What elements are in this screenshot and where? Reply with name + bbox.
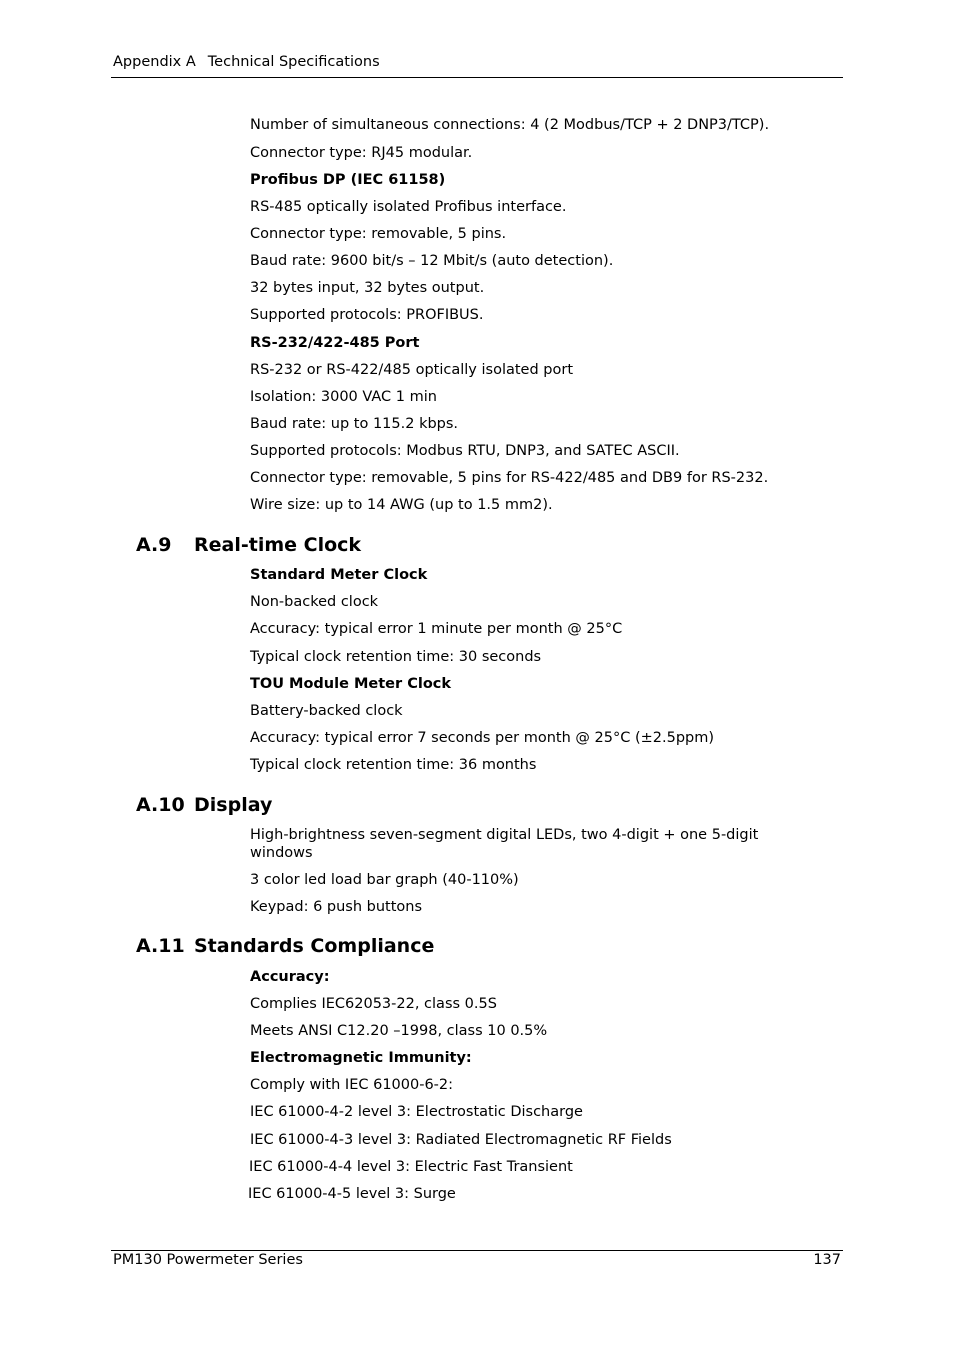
body-line: Accuracy: typical error 1 minute per month @ 25°C	[250, 621, 623, 637]
body-line: Number of simultaneous connections: 4 (2 Modbus/TCP + 2 DNP3/TCP).	[250, 117, 770, 133]
body-line: Isolation: 3000 VAC 1 min	[250, 389, 437, 405]
section-number: A.10	[136, 794, 185, 816]
body-line: Comply with IEC 61000-6-2:	[250, 1077, 454, 1093]
body-line: Complies IEC62053-22, class 0.5S	[250, 996, 497, 1012]
section-heading-a10	[136, 793, 272, 817]
body-line: IEC 61000-4-5 level 3: Surge	[248, 1186, 456, 1202]
body-line: IEC 61000-4-3 level 3: Radiated Electromagnetic RF Fields	[250, 1132, 672, 1148]
page-number: 137	[813, 1252, 841, 1268]
section-title: Real-time Clock	[194, 534, 362, 556]
subheading-accuracy: Accuracy:	[250, 969, 330, 985]
header-title: Technical Specifications	[207, 54, 380, 70]
body-line: Baud rate: 9600 bit/s – 12 Mbit/s (auto detection).	[250, 253, 614, 269]
body-line: Typical clock retention time: 36 months	[250, 757, 537, 773]
body-line: Non-backed clock	[250, 594, 379, 610]
subheading-profibus: Profibus DP (IEC 61158)	[250, 172, 446, 188]
section-heading-a9	[136, 533, 361, 557]
body-line: IEC 61000-4-4 level 3: Electric Fast Transient	[249, 1159, 573, 1175]
body-line: Connector type: removable, 5 pins for RS-422/485 and DB9 for RS-232.	[250, 470, 769, 486]
body-line: Meets ANSI C12.20 –1998, class 10 0.5%	[250, 1023, 548, 1039]
subheading-rs-port: RS-232/422-485 Port	[250, 335, 420, 351]
body-line: RS-485 optically isolated Profibus interface.	[250, 199, 567, 215]
section-title: Display	[194, 794, 273, 816]
body-line: Supported protocols: Modbus RTU, DNP3, and SATEC ASCII.	[250, 443, 680, 459]
header-rule	[111, 77, 843, 78]
body-line: Keypad: 6 push buttons	[250, 899, 423, 915]
section-number: A.9	[136, 534, 172, 556]
subheading-emi: Electromagnetic Immunity:	[250, 1050, 472, 1066]
footer-product: PM130 Powermeter Series	[113, 1252, 303, 1268]
body-line: 32 bytes input, 32 bytes output.	[250, 280, 485, 296]
section-title: Standards Compliance	[194, 935, 435, 957]
subheading-standard-clock: Standard Meter Clock	[250, 567, 428, 583]
body-line: Battery-backed clock	[250, 703, 403, 719]
footer-rule	[111, 1250, 843, 1251]
body-line: Typical clock retention time: 30 seconds	[250, 649, 542, 665]
body-line: Connector type: removable, 5 pins.	[250, 226, 507, 242]
body-line: High-brightness seven-segment digital LEDs, two 4-digit + one 5-digit windows	[250, 827, 759, 861]
header-appendix: Appendix A	[113, 54, 196, 70]
body-line: Baud rate: up to 115.2 kbps.	[250, 416, 459, 432]
subheading-tou-clock: TOU Module Meter Clock	[250, 676, 452, 692]
body-line: Accuracy: typical error 7 seconds per month @ 25°C (±2.5ppm)	[250, 730, 715, 746]
running-header	[113, 54, 380, 70]
body-line: RS-232 or RS-422/485 optically isolated port	[250, 362, 574, 378]
section-heading-a11	[136, 934, 434, 958]
body-line: Connector type: RJ45 modular.	[250, 145, 473, 161]
body-line: Supported protocols: PROFIBUS.	[250, 307, 484, 323]
body-line: Wire size: up to 14 AWG (up to 1.5 mm2).	[250, 497, 553, 513]
section-number: A.11	[136, 935, 185, 957]
body-line: 3 color led load bar graph (40-110%)	[250, 872, 519, 888]
body-line: IEC 61000-4-2 level 3: Electrostatic Discharge	[250, 1104, 583, 1120]
